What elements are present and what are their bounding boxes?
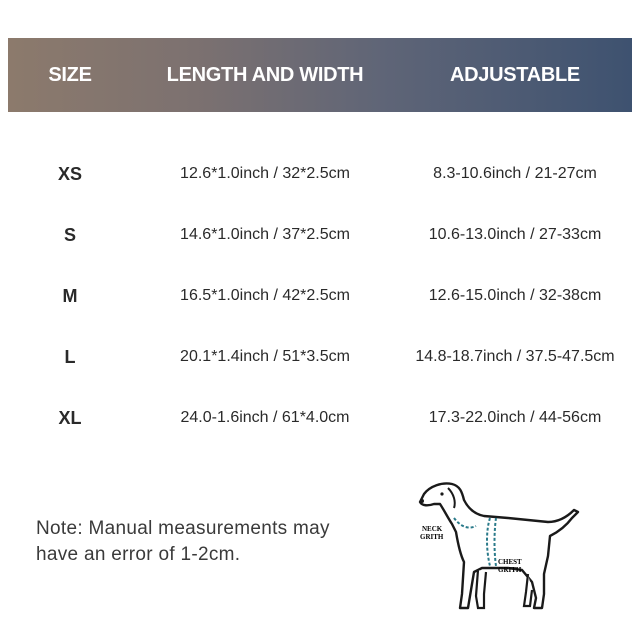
size-table-header bbox=[8, 38, 632, 112]
size-cell: S bbox=[63, 225, 76, 245]
length-width-cell: 24.0-1.6inch / 61*4.0cm bbox=[180, 409, 350, 426]
length-width-cell: 20.1*1.4inch / 51*3.5cm bbox=[180, 348, 350, 365]
dog-outline bbox=[420, 483, 578, 608]
adjustable-cell: 17.3-22.0inch / 44-56cm bbox=[428, 409, 602, 426]
size-cell: M bbox=[62, 286, 78, 306]
measurement-note bbox=[36, 516, 396, 568]
neck-label-2: GRITH bbox=[420, 533, 444, 541]
chest-label-1: CHEST bbox=[498, 558, 522, 566]
table-row bbox=[0, 398, 640, 438]
header-size: SIZE bbox=[48, 64, 92, 86]
table-row bbox=[0, 215, 640, 255]
note-line-2: have an error of 1-2cm. bbox=[36, 544, 241, 565]
dog-front-leg bbox=[476, 570, 486, 608]
adjustable-cell: 14.8-18.7inch / 37.5-47.5cm bbox=[415, 348, 615, 365]
dog-measurement-diagram bbox=[412, 474, 588, 620]
length-width-cell: 14.6*1.0inch / 37*2.5cm bbox=[180, 226, 350, 243]
table-row bbox=[0, 276, 640, 316]
length-width-cell: 16.5*1.0inch / 42*2.5cm bbox=[180, 287, 350, 304]
dog-nose bbox=[420, 499, 424, 503]
table-row bbox=[0, 337, 640, 377]
adjustable-cell: 10.6-13.0inch / 27-33cm bbox=[428, 226, 602, 243]
size-cell: XL bbox=[58, 408, 82, 428]
table-row bbox=[0, 154, 640, 194]
header-adjustable: ADJUSTABLE bbox=[450, 64, 580, 86]
neck-label-1: NECK bbox=[422, 525, 443, 533]
size-cell: XS bbox=[57, 164, 82, 184]
adjustable-cell: 12.6-15.0inch / 32-38cm bbox=[428, 287, 602, 304]
chest-label-2: GRITH bbox=[498, 566, 522, 574]
note-line-1: Note: Manual measurements may bbox=[36, 518, 330, 539]
header-length-width: LENGTH AND WIDTH bbox=[166, 64, 364, 86]
size-cell: L bbox=[64, 347, 76, 367]
dog-eye bbox=[440, 492, 443, 495]
length-width-cell: 12.6*1.0inch / 32*2.5cm bbox=[180, 165, 350, 182]
adjustable-cell: 8.3-10.6inch / 21-27cm bbox=[433, 165, 597, 182]
